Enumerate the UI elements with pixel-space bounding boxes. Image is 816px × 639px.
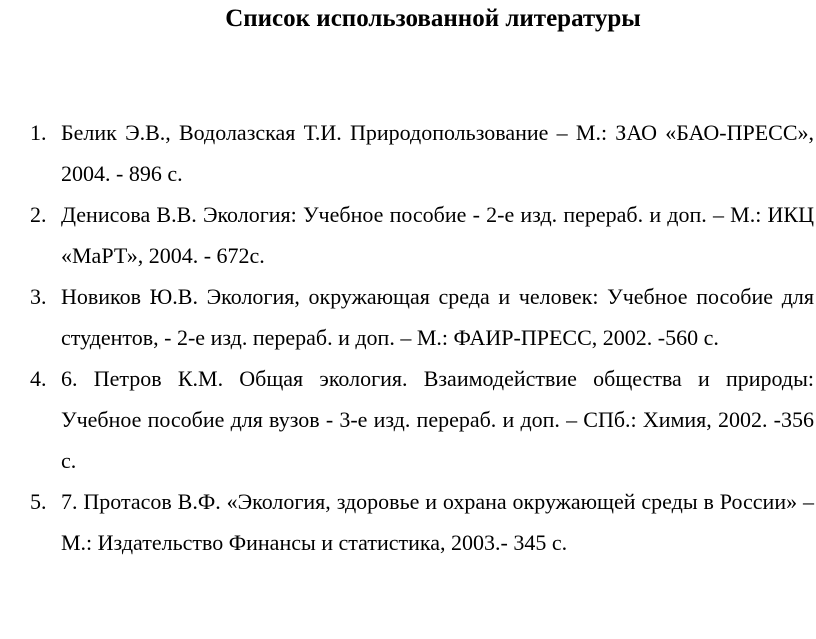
reference-item-4	[30, 358, 814, 481]
reference-item-2	[30, 194, 814, 276]
page-title: Список использованной литературы	[225, 5, 641, 32]
reference-text: Белик Э.В., Водолазская Т.И. Природопользование – М.: ЗАО «БАО-ПРЕСС», 2004. - 896 с.	[61, 120, 814, 186]
reference-number: 5.	[30, 489, 47, 514]
reference-text: 7. Протасов В.Ф. «Экология, здоровье и охрана окружающей среды в России» – М.: Издательство Финансы и статистика, 2003.- 345 с.	[61, 489, 814, 555]
reference-number: 4.	[30, 366, 47, 391]
reference-text: Новиков Ю.В. Экология, окружающая среда и человек: Учебное пособие для студентов, - 2-е изд. перераб. и доп. – М.: ФАИР-ПРЕСС, 2002. -560 с.	[61, 284, 814, 350]
reference-item-3	[30, 276, 814, 358]
reference-text: 6. Петров К.М. Общая экология. Взаимодействие общества и природы: Учебное пособие для вузов - 3-е изд. перераб. и доп. – СПб.: Химия, 2002. -356 с.	[61, 366, 814, 473]
reference-list	[30, 112, 814, 563]
reference-item-5	[30, 481, 814, 563]
reference-number: 2.	[30, 202, 47, 227]
reference-number: 3.	[30, 284, 47, 309]
reference-text: Денисова В.В. Экология: Учебное пособие - 2-е изд. перераб. и доп. – М.: ИКЦ «МаРТ», 2004. - 672с.	[61, 202, 814, 268]
reference-number: 1.	[30, 120, 47, 145]
reference-item-1	[30, 112, 814, 194]
